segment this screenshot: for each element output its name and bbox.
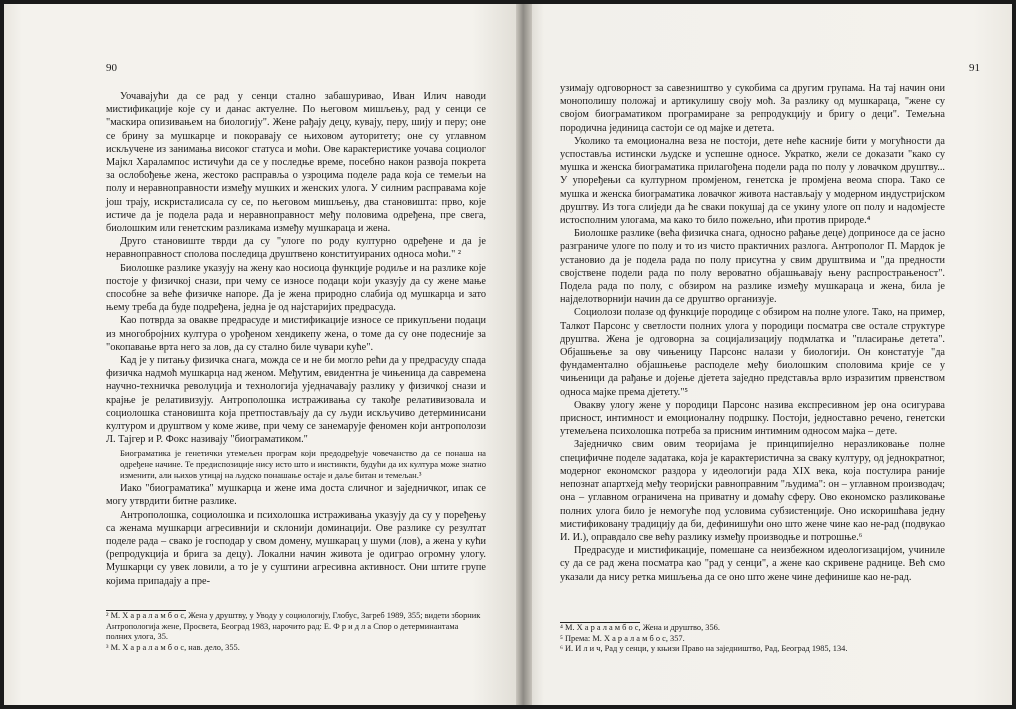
footnote: ⁶ И. И л и ч, Рад у сенци, у књизи Право на заједништво, Рад, Београд 1985, 134.: [560, 644, 848, 653]
book-gutter: [516, 4, 532, 705]
left-footnotes: [106, 610, 486, 653]
paragraph: Уколико та емоционална веза не постоји, дете неће касније бити у могућности да успоставља истински људске и успешне односе. Укратко, жели се доказати "како су мушка и женска биограматика прилагођена подели рада по полу у ловачком друштву... У упоређењи са културном промјеном, генетска је промјена веома спора. Тако се мушка и женска биограматика ловачког живота настављају у модерном индустријском друштву. Из тога слиједи да ће сваки покушај да се укину улоге оп полу и надомјесте истосполним улогама, ма како то било пожељно, ићи против природе.⁴: [560, 135, 945, 227]
footnote: ² М. Х а р а л а м б о с, Жена у друштву, у Уводу у социологију, Глобус, Загреб 1989, 355; видети зборник Антропологија жене, Просвета, Београд 1983, нарочито рад: Е. Ф р и д л а Спор о детерминантама полних улога, 35.: [106, 611, 481, 641]
right-body-text: [560, 82, 945, 584]
paragraph: Кад је у питању физичка снага, можда се и не би могло рећи да у предрасуду спада физичка надмоћ мушкарца над женом. Међутим, евидентна је чињеница да савремена научно-техничка револуција и технологија уједначавају разлику у физичкој снази и крајње је релативизују. Антрополошка истраживања су такође релативизовала и социолошка становишта која претпостављају да су људи искључиво детерминисани културом и друштвом у коме живе, при чему се занемарује феномен који антрополози Л. Тајгер и Р. Фокс називају "биограматиком.": [106, 355, 486, 446]
right-page: [524, 4, 1012, 705]
footnote: ⁴ М. Х а р а л а м б о с, Жена и друштво, 356.: [560, 623, 720, 632]
paragraph: Социолози полазе од функције породице с обзиром на полне улоге. Тако, на пример, Талкот Парсонс у светлости полних улога у породици посматра све остале структуре друштва. Жена је одговорна за социјализацију подмлатка и "пласирање детета". Објашњење за ову чињеницу Парсонс налази у биологији. Он констатује "да фундаментално објашњење расподеле међу биолошким споловима крије се у чињеници да рађање и дојење дјетета заједно представља врло изразитим првенством односа мајке према дјетету."⁵: [560, 307, 945, 398]
paragraph: Уочавајући да се рад у сенци стално забашуривао, Иван Илич наводи мистификације које су и данас актуелне. По његовом мишљењу, рад у сенци се "маскира опизивањем на биологију". Жене рађају децу, кувају, перу, шију и перу; оне се брину за мушкарце и покоравају се њиховом ауторитету; оне су углавном искључене из занимања високог статуса и моћи. Ове карактеристике уочава социолог Мајкл Харалампос истичући да се у последње време, посебно након развоја покрета за ослобођење жена, жестоко расправља о узроцима поделе рада која се темељи на полу и неравноправности између мушких и женских улога. У силним расправама које још трају, искристалисала су се, по његовом мишљењу, два становишта: прво, које истиче да је подела рада и неравноправност међу половима одређена, пре свега, биолошким или генетским разликама између мушкараца и жена.: [106, 91, 486, 235]
paragraph: Друго становиште тврди да су "улоге по роду културно одређене и да је неравноправност сполова последица друштвено конституираних односа моћи." ²: [106, 236, 486, 261]
paragraph: Овакву улогу жене у породици Парсонс назива експресивном јер она осигурава присност, интимност и емоционалну подршку. Постоји, једноставно речено, генетски утемељена психолошка потреба за присним интимним односом мајка – дете.: [560, 399, 945, 438]
paragraph: Иако "биограматика" мушкарца и жене има доста сличног и заједничког, ипак се могу утврдити битне разлике.: [106, 483, 486, 508]
paragraph: узимају одговорност за савезништво у сукобима са другим групама. На тај начин они монополишу положај и артикулишу своју моћ. За разлику од мушкараца, "жене су својом биограматиком програмиране за репродукцију и бригу о деци". Темељна породична јединица састоји се од мајке и детета.: [560, 83, 945, 134]
right-footnotes: [560, 622, 945, 655]
left-page: [4, 4, 524, 705]
footnote: ³ М. Х а р а л а м б о с, нав. дело, 355.: [106, 642, 240, 652]
paragraph: Биолошке разлике указују на жену као носиоца функције родиље и на разлике које постоје у физичкој снази, при чему се износе подаци који указују да су жене мање способне за веће физичке напоре. Да је жена природно слабија од мушкарца и зато њему треба да буде подређена, једна је од најстаријих предрасуда.: [106, 262, 486, 314]
page-number-right: 91: [969, 62, 980, 74]
block-quote: Биограматика је генетички утемељен програм који предодређује човечанство да се понаша на одређене начине. Те предиспозиције нису исто што и инстинкти, будући да их култура може знатно изменити, али њихов утицај на људско понашање остаје и даље битан и темељан.³: [120, 448, 486, 480]
left-body-text: [106, 90, 486, 588]
footnote: ⁵ Према: М. Х а р а л а м б о с, 357.: [560, 633, 685, 643]
paragraph: Као потврда за овакве предрасуде и мистификације износе се прикупљени подаци из многобројних култура о урођеном хендикепу жена, о томе да су оне подесније за "окопавање врта него за лов, да су стално биле чувари куће".: [106, 315, 486, 353]
book-spread: [4, 4, 1012, 705]
paragraph: Заједничко свим овим теоријама је принципијелно неразликовање полне специфичне поделе задатака, која је карактеристична за сваку културу, од једнократног, модерног економског раздора у идеологији рада XIX века, која постулира раније непознат апартхејд међу теоријски равноправним "људима": он – углавном производач; она – углавном ограничена на приватну и домаћу сферу. Ово економско разликовање полних улога било је немогуће под условима субзистенције. Оно искоришћава једну мистификовану традицију да би, дефинишући оно што жене чине као не-рад (подвукао И. И.), оправдало све већу разлику између производње и потрошње.⁶: [560, 439, 945, 543]
paragraph: Биолошке разлике (већа физичка снага, односно рађање деце) доприносе да се јасно разграниче улоге по полу и то из чисто практичних разлога. Антрополог П. Мардок је установио да је подела рада по полу присутна у свим друштвима и "да предности својствене подели рада по полу вероватно објашњавају њену распрострањеност". Подела рада по полу, с обзиром на разлике између мушкараца и жена, била је најделотворнији начин да се друштво организује.: [560, 228, 945, 306]
paragraph: Антрополошка, социолошка и психолошка истраживања указују да су у поређењу са женама мушкарци агресивнији и склонији доминацији. Ове разлике су резултат поделе рада – свако је господар у свом домену, мушкарац у шуми (лов), а жена у кући (репродукција и брига за децу). Локални начин живота је одиграо огромну улогу. Мушкарци су увек ловили, а то је у суштини агресивна активност. Они штите групе којима припадају а пре-: [106, 509, 486, 587]
paragraph: Предрасуде и мистификације, помешане са неизбежном идеологизацијом, учиниле су да се рад жена посматра као "рад у сенци", а жене као скривене раднице. Већ смо указали да нису ретка мишљења да се оно што жене чине дефинише као не-рад.: [560, 545, 945, 583]
page-number-left: 90: [106, 62, 117, 74]
